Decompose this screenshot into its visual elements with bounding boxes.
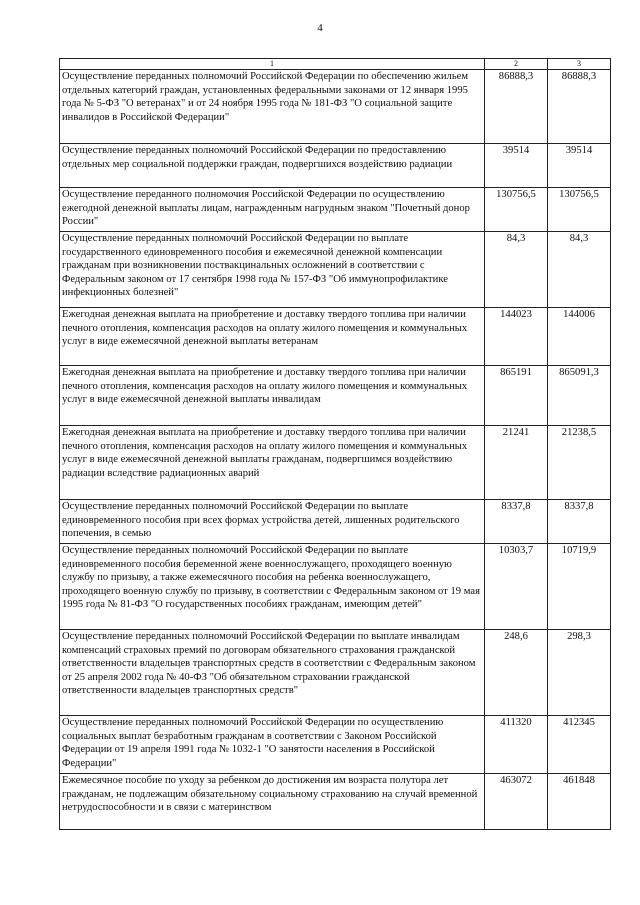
row-value-col2: 463072 xyxy=(485,774,548,830)
row-name: Осуществление переданных полномочий Российской Федерации по выплате единовременного пособия при всех формах устройства детей, лишенных родительского попечения, в семью xyxy=(60,500,485,544)
row-value-col3: 298,3 xyxy=(548,630,611,716)
row-value-col3: 865091,3 xyxy=(548,366,611,426)
table-row xyxy=(60,188,611,232)
table-row xyxy=(60,308,611,366)
row-value-col2: 21241 xyxy=(485,426,548,500)
row-value-col2: 411320 xyxy=(485,716,548,774)
row-value-col2: 86888,3 xyxy=(485,70,548,144)
header-col-3: 3 xyxy=(548,59,611,70)
row-value-col3: 39514 xyxy=(548,144,611,188)
row-value-col2: 10303,7 xyxy=(485,544,548,630)
table-row xyxy=(60,500,611,544)
row-value-col3: 461848 xyxy=(548,774,611,830)
row-value-col2: 39514 xyxy=(485,144,548,188)
page-number: 4 xyxy=(317,22,323,34)
row-value-col2: 84,3 xyxy=(485,232,548,308)
row-name: Ежемесячное пособие по уходу за ребенком до достижения им возраста полутора лет гражданам, не подлежащим обязательному социальному страхованию на случай временной нетрудоспособности и в связи с материнством xyxy=(60,774,485,830)
row-value-col2: 865191 xyxy=(485,366,548,426)
row-name: Осуществление переданных полномочий Российской Федерации по обеспечению жильем отдельных категорий граждан, установленных федеральными законами от 12 января 1995 года № 5-ФЗ "О ветеранах" и от 24 ноября 1995 года № 181-ФЗ "О социальной защите инвалидов в Российской Федерации" xyxy=(60,70,485,144)
budget-table xyxy=(59,58,611,830)
table-row xyxy=(60,232,611,308)
table-row xyxy=(60,366,611,426)
header-col-2: 2 xyxy=(485,59,548,70)
row-name: Осуществление переданных полномочий Российской Федерации по выплате государственного единовременного пособия и ежемесячной денежной компенсации гражданам при возникновении поствакцинальных осложнений в соответствии с Федеральным законом от 17 сентября 1998 года № 157-ФЗ "Об иммунопрофилактике инфекционных болезней" xyxy=(60,232,485,308)
table-row xyxy=(60,544,611,630)
table-row xyxy=(60,70,611,144)
row-value-col3: 86888,3 xyxy=(548,70,611,144)
table-row xyxy=(60,630,611,716)
row-value-col3: 21238,5 xyxy=(548,426,611,500)
row-name: Ежегодная денежная выплата на приобретение и доставку твердого топлива при наличии печного отопления, компенсация расходов на оплату жилого помещения и коммунальных услуг в виде ежемесячной денежной выплаты гражданам, подвергшимся воздействию радиации вследствие радиационных аварий xyxy=(60,426,485,500)
row-value-col2: 8337,8 xyxy=(485,500,548,544)
row-value-col3: 130756,5 xyxy=(548,188,611,232)
row-name: Ежегодная денежная выплата на приобретение и доставку твердого топлива при наличии печного отопления, компенсация расходов на оплату жилого помещения и коммунальных услуг в виде ежемесячной денежной выплаты инвалидам xyxy=(60,366,485,426)
row-value-col3: 84,3 xyxy=(548,232,611,308)
table-row xyxy=(60,144,611,188)
row-name: Осуществление переданных полномочий Российской Федерации по выплате инвалидам компенсаций страховых премий по договорам обязательного страхования гражданской ответственности владельцев транспортных средств в соответствии с Федеральным законом от 25 апреля 2002 года № 40-ФЗ "Об обязательном страховании гражданской ответственности владельцев транспортных средств" xyxy=(60,630,485,716)
row-value-col2: 144023 xyxy=(485,308,548,366)
table-row xyxy=(60,716,611,774)
row-name: Осуществление переданных полномочий Российской Федерации по предоставлению отдельных мер социальной поддержки граждан, подвергшихся воздействию радиации xyxy=(60,144,485,188)
header-col-1: 1 xyxy=(60,59,485,70)
row-name: Осуществление переданных полномочий Российской Федерации по выплате единовременного пособия беременной жене военнослужащего, проходящего военную службу по призыву, а также ежемесячного пособия на ребенка военнослужащего, проходящего военную службу по призыву, в соответствии с Федеральным законом от 19 мая 1995 года № 81-ФЗ "О государственных пособиях гражданам, имеющим детей" xyxy=(60,544,485,630)
table-row xyxy=(60,774,611,830)
table-row xyxy=(60,426,611,500)
row-value-col2: 248,6 xyxy=(485,630,548,716)
row-value-col3: 412345 xyxy=(548,716,611,774)
row-name: Ежегодная денежная выплата на приобретение и доставку твердого топлива при наличии печного отопления, компенсация расходов на оплату жилого помещения и коммунальных услуг в виде ежемесячной денежной выплаты ветеранам xyxy=(60,308,485,366)
row-name: Осуществление переданного полномочия Российской Федерации по осуществлению ежегодной денежной выплаты лицам, награжденным нагрудным знаком "Почетный донор России" xyxy=(60,188,485,232)
row-value-col3: 10719,9 xyxy=(548,544,611,630)
row-value-col3: 144006 xyxy=(548,308,611,366)
row-value-col2: 130756,5 xyxy=(485,188,548,232)
header-row xyxy=(60,59,611,70)
row-name: Осуществление переданных полномочий Российской Федерации по осуществлению социальных выплат безработным гражданам в соответствии с Законом Российской Федерации от 19 апреля 1991 года № 1032-1 "О занятости населения в Российской Федерации" xyxy=(60,716,485,774)
row-value-col3: 8337,8 xyxy=(548,500,611,544)
